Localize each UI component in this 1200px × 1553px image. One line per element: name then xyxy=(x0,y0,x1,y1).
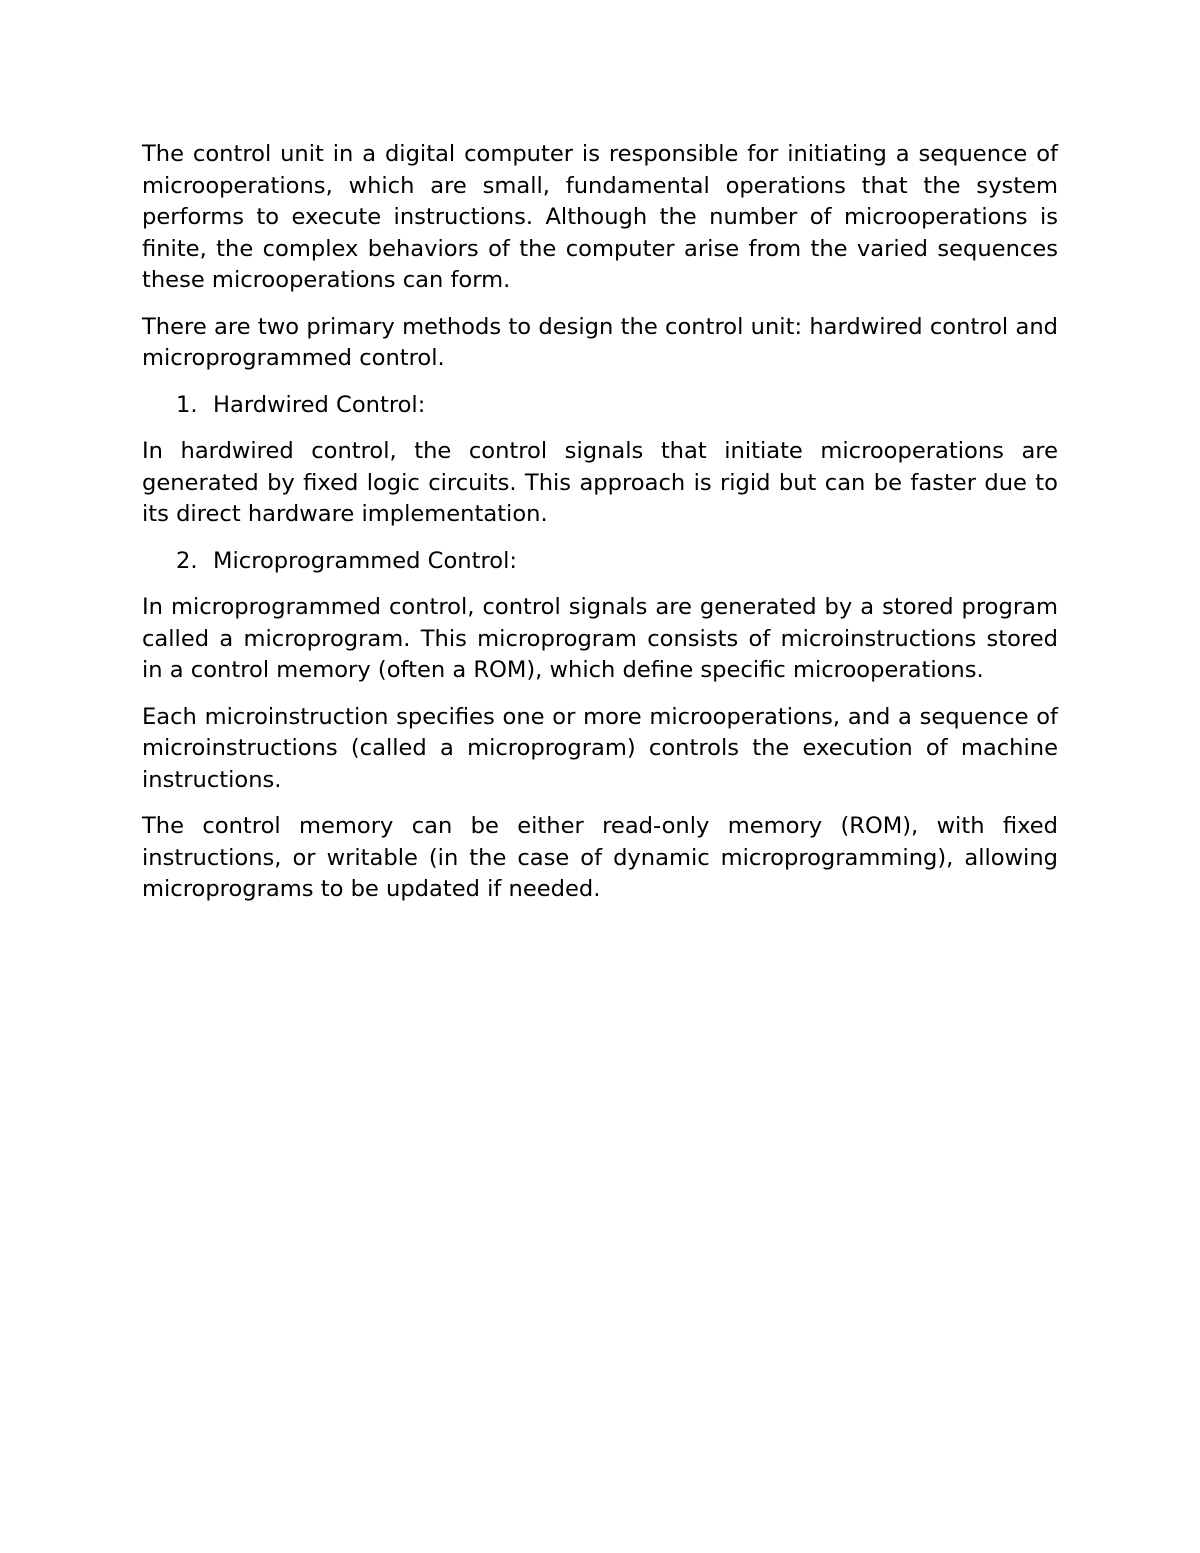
paragraph-methods: There are two primary methods to design the control unit: hardwired control and microprogrammed control. xyxy=(142,313,1058,371)
list-number: 2. xyxy=(176,547,198,574)
paragraph-hardwired: In hardwired control, the control signals that initiate microoperations are generated by fixed logic circuits. This approach is rigid but can be faster due to its direct hardware implementation. xyxy=(142,438,1058,527)
list-item-label: Microprogrammed Control: xyxy=(213,547,517,574)
paragraph-intro: The control unit in a digital computer is responsible for initiating a sequence of microoperations, which are small, fundamental operations that the system performs to execute instructions. Although the number of microoperations is finite, the complex behaviors of the computer arise from the varied sequences these microoperations can form. xyxy=(142,141,1058,293)
paragraph-microinstruction: Each microinstruction specifies one or more microoperations, and a sequence of microinstructions (called a microprogram) controls the execution of machine instructions. xyxy=(142,703,1058,793)
paragraph-microprogrammed: In microprogrammed control, control signals are generated by a stored program called a microprogram. This microprogram consists of microinstructions stored in a control memory (often a ROM), which define specific microoperations. xyxy=(142,594,1058,683)
paragraph-control-memory: The control memory can be either read-only memory (ROM), with fixed instructions, or writable (in the case of dynamic microprogramming), allowing microprograms to be updated if needed. xyxy=(142,813,1058,902)
list-item-label: Hardwired Control: xyxy=(213,391,426,418)
list-item-microprogrammed xyxy=(142,546,1058,578)
list-number: 1. xyxy=(176,391,198,418)
document-body xyxy=(142,139,1058,921)
list-item-hardwired xyxy=(142,390,1058,422)
